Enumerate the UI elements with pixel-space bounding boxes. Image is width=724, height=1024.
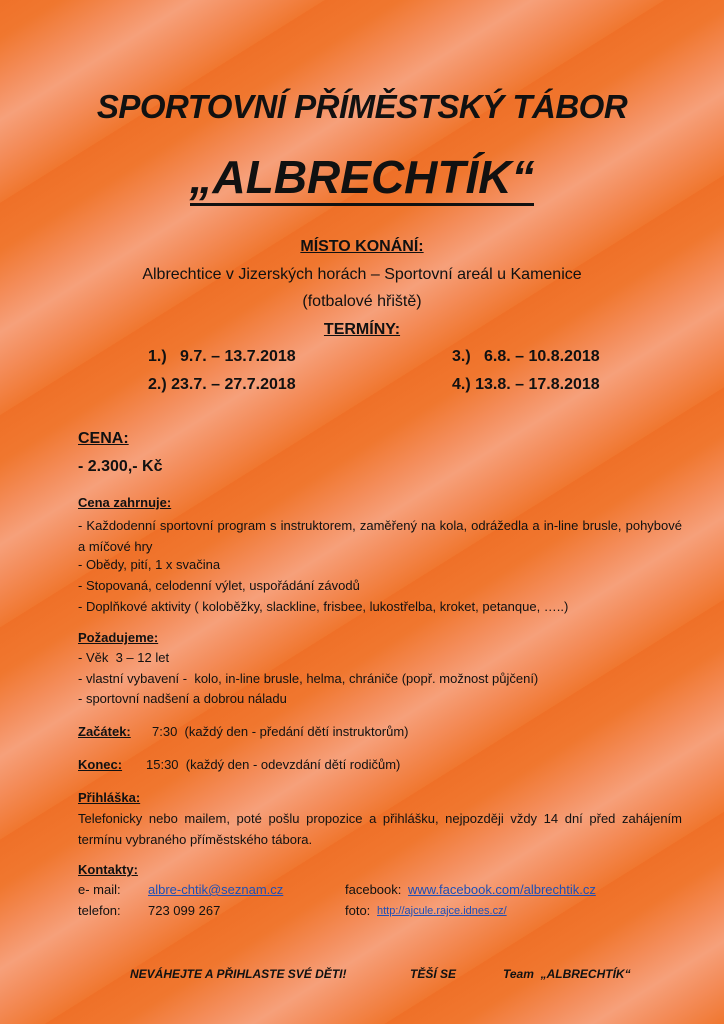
email-link[interactable]: albre-chtik@seznam.cz xyxy=(148,882,284,897)
phone-number: 723 099 267 xyxy=(148,903,221,918)
start-label: Začátek: xyxy=(78,724,131,739)
photo-label: foto: xyxy=(345,903,371,918)
phone-label: telefon: xyxy=(78,903,121,918)
includes-item-2: - Obědy, pití, 1 x svačina xyxy=(78,557,221,572)
term-3: 3.) 6.8. – 10.8.2018 xyxy=(452,348,600,365)
photo-link[interactable]: http://ajcule.rajce.idnes.cz/ xyxy=(377,905,507,917)
includes-label: Cena zahrnuje: xyxy=(78,495,172,510)
footer-team: Team „ALBRECHTÍK“ xyxy=(503,967,631,981)
requirements-label: Požadujeme: xyxy=(78,630,159,645)
footer-call-to-action: NEVÁHEJTE A PŘIHLASTE SVÉ DĚTI! xyxy=(130,967,347,981)
includes-item-3: - Stopovaná, celodenní výlet, uspořádání závodů xyxy=(78,578,360,593)
price-heading: CENA: xyxy=(78,430,129,447)
price-value: - 2.300,- Kč xyxy=(78,458,163,475)
facebook-label: facebook: xyxy=(345,882,402,897)
start-text: 7:30 (každý den - předání dětí instruktorům) xyxy=(152,724,409,739)
term-2: 2.) 23.7. – 27.7.2018 xyxy=(148,376,296,393)
title-camp-name: „ALBRECHTÍK“ xyxy=(190,151,535,206)
term-1: 1.) 9.7. – 13.7.2018 xyxy=(148,348,296,365)
registration-text: Telefonicky nebo mailem, poté pošlu propozice a přihlášku, nejpozději vždy 14 dní před zahájením termínu vybraného příměstského tábora. xyxy=(78,811,682,847)
venue-heading: MÍSTO KONÁNÍ: xyxy=(300,238,424,255)
venue-line-2: (fotbalové hřiště) xyxy=(302,293,422,310)
venue-line-1: Albrechtice v Jizerských horách – Sportovní areál u Kamenice xyxy=(142,266,582,283)
requirements-item-3: - sportovní nadšení a dobrou náladu xyxy=(78,691,287,706)
includes-item-4: - Doplňkové aktivity ( koloběžky, slackline, frisbee, lukostřelba, kroket, petanque, …..) xyxy=(78,599,569,614)
includes-item-1: - Každodenní sportovní program s instruktorem, zaměřený na kola, odrážedla a in-line brusle, pohybové a míčové hry xyxy=(78,518,682,554)
requirements-item-2: - vlastní vybavení - kolo, in-line brusle, helma, chrániče (popř. možnost půjčení) xyxy=(78,671,539,686)
requirements-item-1: - Věk 3 – 12 let xyxy=(78,650,170,665)
term-4: 4.) 13.8. – 17.8.2018 xyxy=(452,376,600,393)
terms-heading: TERMÍNY: xyxy=(323,321,401,338)
title-line-1: SPORTOVNÍ PŘÍMĚSTSKÝ TÁBOR xyxy=(96,88,628,125)
end-label: Konec: xyxy=(78,757,123,772)
end-text: 15:30 (každý den - odevzdání dětí rodičům) xyxy=(146,757,401,772)
email-label: e- mail: xyxy=(78,882,121,897)
title-line-2 xyxy=(0,150,724,204)
facebook-link[interactable]: www.facebook.com/albrechtik.cz xyxy=(408,882,596,897)
footer-looking-forward: TĚŠÍ SE xyxy=(410,967,457,981)
registration-label: Přihláška: xyxy=(78,790,141,805)
contacts-label: Kontakty: xyxy=(78,862,138,877)
